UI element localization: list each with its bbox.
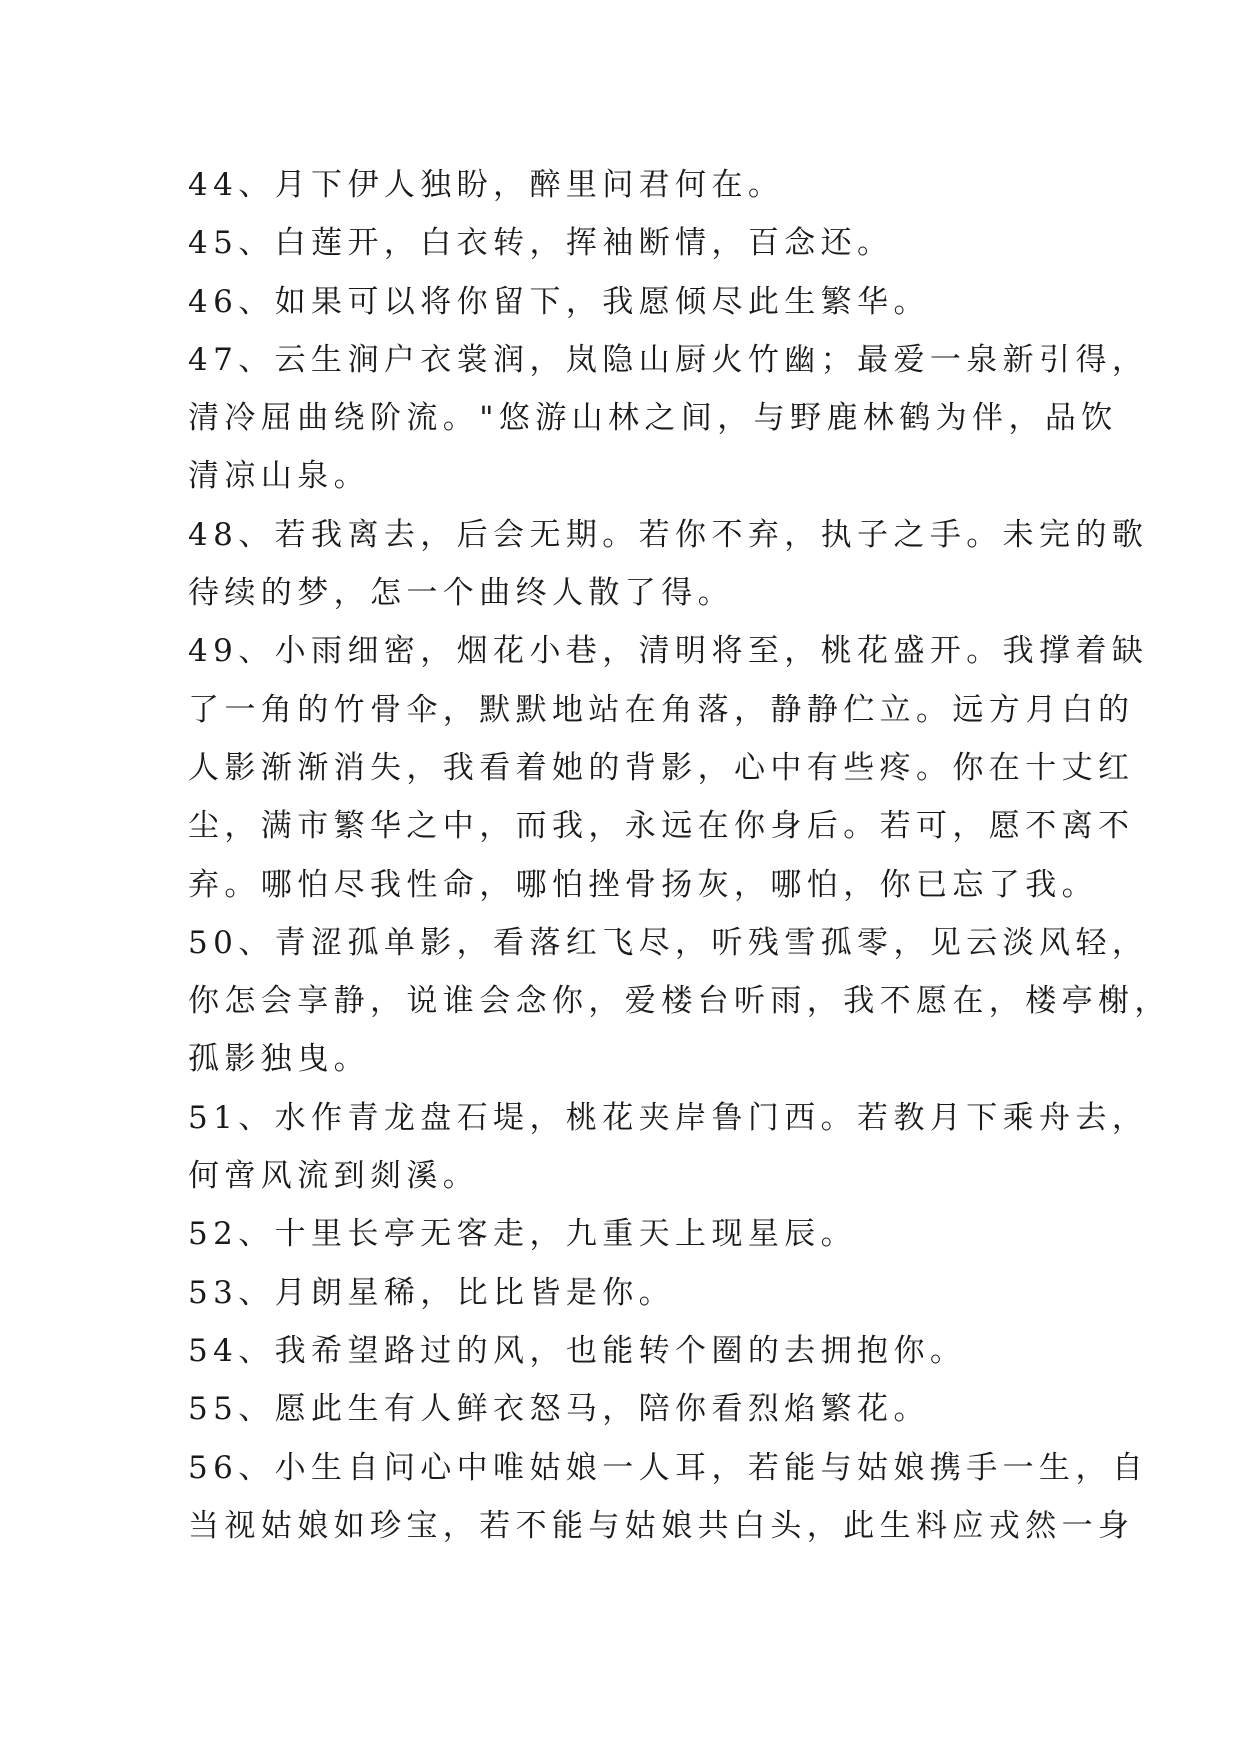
text-line: 51、水作青龙盘石堤，桃花夹岸鲁门西。若教月下乘舟去， [188, 1099, 1149, 1136]
text-line: 56、小生自问心中唯姑娘一人耳，若能与姑娘携手一生，自 [188, 1449, 1149, 1486]
text-line: 48、若我离去，后会无期。若你不弃，执子之手。未完的歌 [188, 516, 1149, 553]
text-line: 了一角的竹骨伞，默默地站在角落，静静伫立。远方月白的 [188, 691, 1135, 728]
text-line: 53、月朗星稀，比比皆是你。 [188, 1274, 676, 1311]
text-line: 尘，满市繁华之中，而我，永远在你身后。若可，愿不离不 [188, 808, 1135, 845]
text-line: 孤影独曳。 [188, 1041, 370, 1078]
text-line: 50、青涩孤单影，看落红飞尽，听残雪孤零，见云淡风轻， [188, 924, 1149, 961]
text-line: 54、我希望路过的风，也能转个圈的去拥抱你。 [188, 1332, 967, 1369]
text-line: 人影渐渐消失，我看着她的背影，心中有些疼。你在十丈红 [188, 749, 1135, 786]
document-body [188, 156, 1171, 1555]
text-line: 你怎会享静，说谁会念你，爱楼台听雨，我不愿在，楼亭榭， [188, 983, 1171, 1020]
text-line: 47、云生涧户衣裳润，岚隐山厨火竹幽；最爱一泉新引得， [188, 341, 1149, 378]
text-line: 待续的梦，怎一个曲终人散了得。 [188, 575, 734, 612]
text-line: 当视姑娘如珍宝，若不能与姑娘共白头，此生料应戎然一身 [188, 1507, 1135, 1544]
text-line: 52、十里长亭无客走，九重天上现星辰。 [188, 1216, 858, 1253]
text-line: 清凉山泉。 [188, 458, 370, 495]
text-line: 45、白莲开，白衣转，挥袖断情，百念还。 [188, 225, 894, 262]
text-line: 44、月下伊人独盼，醉里问君何在。 [188, 167, 785, 203]
text-line: 何啻风流到剡溪。 [188, 1158, 480, 1195]
text-line: 55、愿此生有人鲜衣怒马，陪你看烈焰繁花。 [188, 1391, 930, 1428]
text-line: 弃。哪怕尽我性命，哪怕挫骨扬灰，哪怕，你已忘了我。 [188, 866, 1098, 903]
text-line: 清冷屈曲绕阶流。"悠游山林之间，与野鹿林鹤为伴，品饮 [188, 400, 1118, 437]
text-line: 46、如果可以将你留下，我愿倾尽此生繁华。 [188, 283, 930, 320]
text-line: 49、小雨细密，烟花小巷，清明将至，桃花盛开。我撑着缺 [188, 633, 1149, 670]
